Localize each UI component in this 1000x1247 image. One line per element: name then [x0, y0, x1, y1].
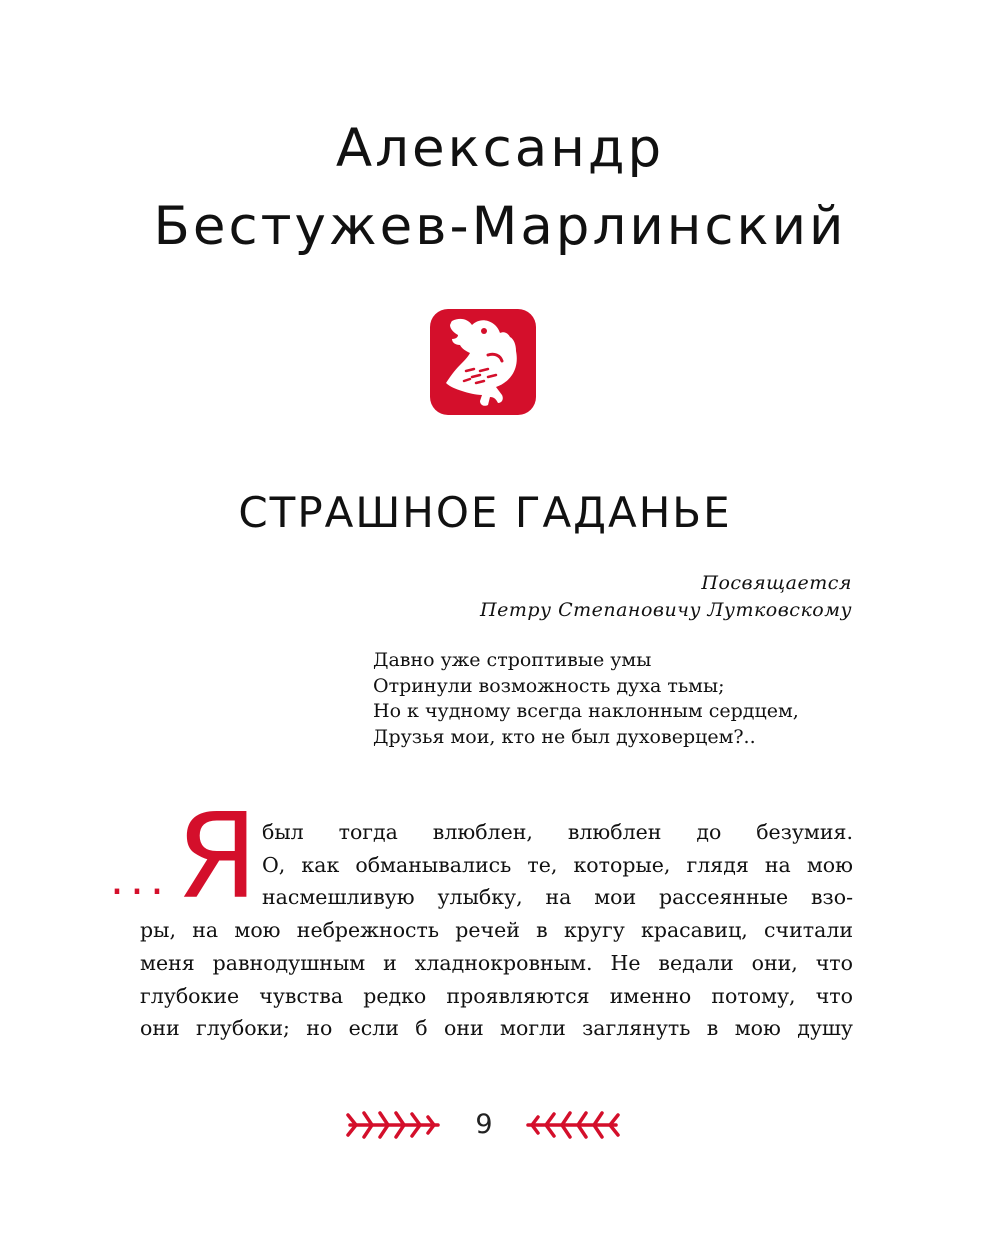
epigraph-line: Отринули возможность духа тьмы; — [373, 674, 725, 697]
dedication — [480, 570, 852, 624]
epigraph-line: Друзья мои, кто не был духоверцем?.. — [373, 725, 756, 748]
body-text — [0, 816, 1000, 1045]
body-line: ры, на мою небрежность речей в кругу красавиц, считали — [140, 918, 853, 943]
fir-branch-icon — [524, 1106, 620, 1144]
epigraph — [373, 648, 799, 750]
body-line: был тогда влюблен, влюблен до безумия. — [262, 820, 853, 844]
body-line: глубокие чувства редко проявляются именно потому, что — [140, 983, 853, 1008]
page-footer — [0, 1106, 1000, 1146]
author-name — [0, 110, 1000, 266]
body-line: насмешливую улыбку, на мои рассеянные взо- — [262, 885, 853, 910]
dropcap-letter: Я — [176, 787, 258, 925]
author-first-name: Александр — [335, 118, 665, 179]
body-line: меня равнодушным и хладнокровным. Не ведали они, что — [140, 950, 853, 975]
story-title: СТРАШНОЕ ГАДАНЬЕ — [238, 488, 732, 537]
dedication-line: Петру Степановичу Лутковскому — [480, 599, 852, 621]
body-line: они глубоки; но если б они могли заглянуть в мою душу — [140, 1016, 853, 1041]
page-number: 9 — [475, 1109, 493, 1140]
dedication-line: Посвящается — [701, 572, 852, 594]
epigraph-line: Но к чудному всегда наклонным сердцем, — [373, 700, 799, 722]
body-line: О, как обманывались те, которые, глядя на мою — [262, 852, 853, 877]
fir-branch-icon — [346, 1106, 442, 1144]
author-last-name: Бестужев-Марлинский — [153, 196, 847, 257]
dropcap-ellipsis: ... — [110, 854, 170, 905]
epigraph-line: Давно уже строптивые умы — [373, 649, 652, 671]
bird-emblem-icon — [430, 309, 536, 415]
